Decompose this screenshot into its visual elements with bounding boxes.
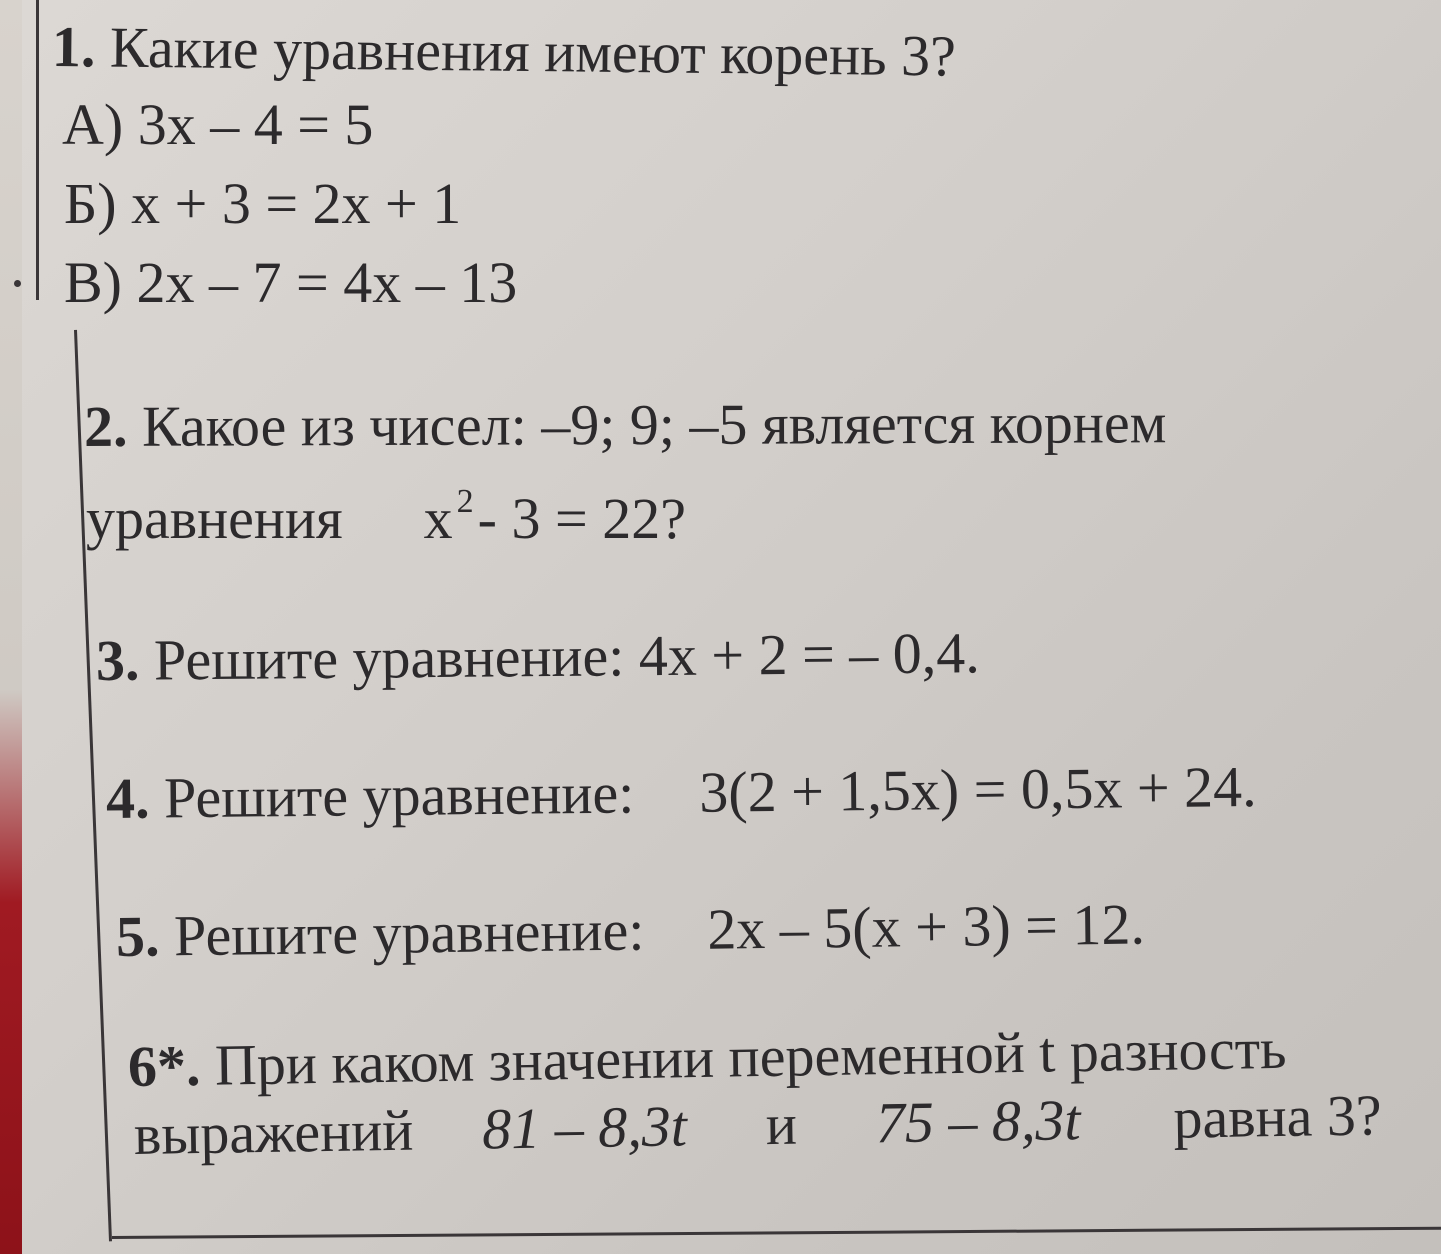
question-2-line-1 [83,390,1167,459]
question-4 [105,753,1257,831]
question-1-option-b [64,171,462,236]
question-5-label: Решите уравнение: [173,897,645,969]
question-5-expression: 2x – 5(x + 3) = 12. [706,891,1146,962]
option-expression: x + 3 = 2x + 1 [131,171,462,236]
equation-rest: - 3 = 22? [477,486,686,551]
question-4-label: Решите уравнение: [163,760,635,831]
option-expression: 2x – 7 = 4x – 13 [136,250,518,315]
question-1-option-c [64,250,518,315]
question-2-text: Какое из чисел: –9; 9; –5 является корнем [141,390,1167,459]
question-6-number: 6*. [127,1032,201,1099]
equation-variable: x [423,486,453,551]
expression-1: 81 – 8,3t [481,1093,688,1162]
option-label: Б) [64,171,117,236]
conjunction: и [765,1091,798,1158]
question-4-expression: 3(2 + 1,5x) = 0,5x + 24. [698,753,1257,825]
question-3 [95,620,981,693]
question-6-text: При каком значении переменной t разность [214,1015,1287,1098]
question-5 [115,891,1146,969]
equation-exponent: 2 [456,483,474,520]
question-1-number: 1. [51,14,96,80]
frame-border-left-top [36,0,39,300]
question-1-text: Какие уравнения имеют корень 3? [109,14,957,89]
question-6-suffix: равна 3? [1172,1082,1383,1151]
question-5-number: 5. [115,903,160,969]
option-label: В) [64,250,122,315]
question-3-number: 3. [95,627,140,693]
question-6-prefix: выражений [133,1097,414,1167]
question-3-label: Решите уравнение: [153,623,625,693]
option-label: А) [62,92,124,157]
question-1-option-a [62,92,374,157]
option-expression: 3x – 4 = 5 [137,92,374,157]
margin-dot [14,280,21,287]
question-2-line-2 [86,483,686,551]
question-2-number: 2. [83,393,128,459]
question-4-number: 4. [105,765,150,831]
question-2-prefix: уравнения [86,486,343,551]
expression-2: 75 – 8,3t [875,1087,1081,1156]
question-1 [51,14,957,89]
question-3-expression: 4x + 2 = – 0,4. [638,620,981,689]
